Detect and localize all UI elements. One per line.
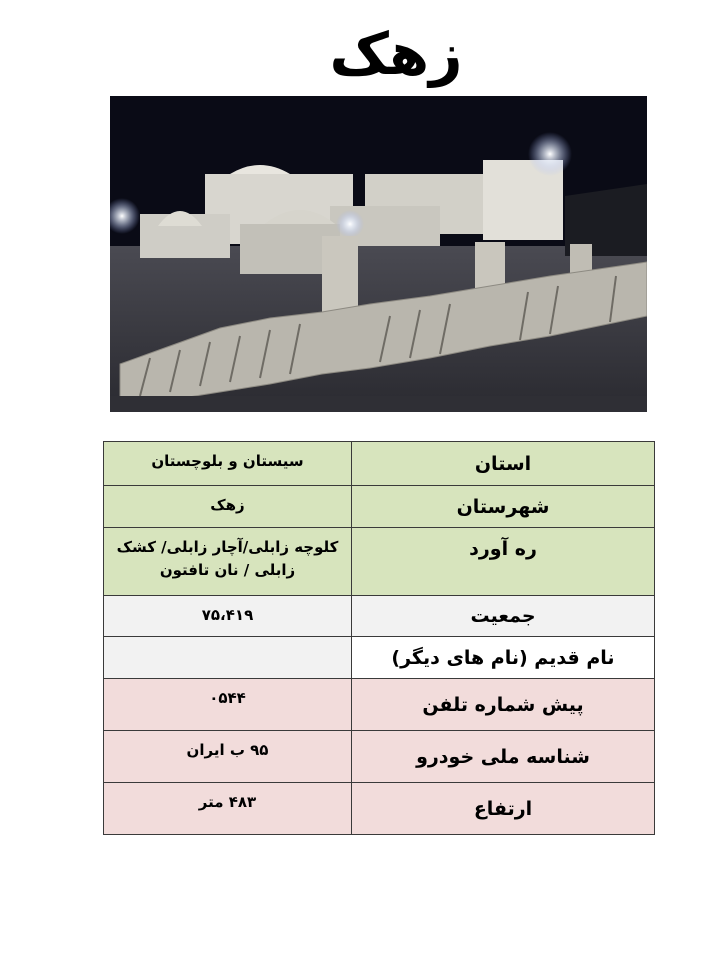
table-row [104,486,655,528]
row-value: ۹۵ ب ایران [104,731,352,783]
row-key: ارتفاع [352,783,655,835]
row-key: جمعیت [352,596,655,637]
table-row [104,637,655,679]
table-row [104,731,655,783]
table-row [104,679,655,731]
row-key: نام قدیم (نام های دیگر) [352,637,655,679]
table-row [104,596,655,637]
row-value: کلوچه زابلی/آچار زابلی/ کشک زابلی / نان تافتون [104,528,352,596]
row-value: زهک [104,486,352,528]
row-key: استان [352,442,655,486]
table-row [104,783,655,835]
row-key: ره آورد [352,528,655,596]
page-title: زهک [329,20,463,88]
row-value: سیستان و بلوچستان [104,442,352,486]
row-key: شناسه ملی خودرو [352,731,655,783]
row-value: ۰۵۴۴ [104,679,352,731]
row-value: ۷۵،۴۱۹ [104,596,352,637]
table-row [104,528,655,596]
row-value [104,637,352,679]
row-key: پیش شماره تلفن [352,679,655,731]
night-village-photo [110,96,647,412]
row-key: شهرستان [352,486,655,528]
row-value: ۴۸۳ متر [104,783,352,835]
info-table [103,441,655,835]
table-row [104,442,655,486]
